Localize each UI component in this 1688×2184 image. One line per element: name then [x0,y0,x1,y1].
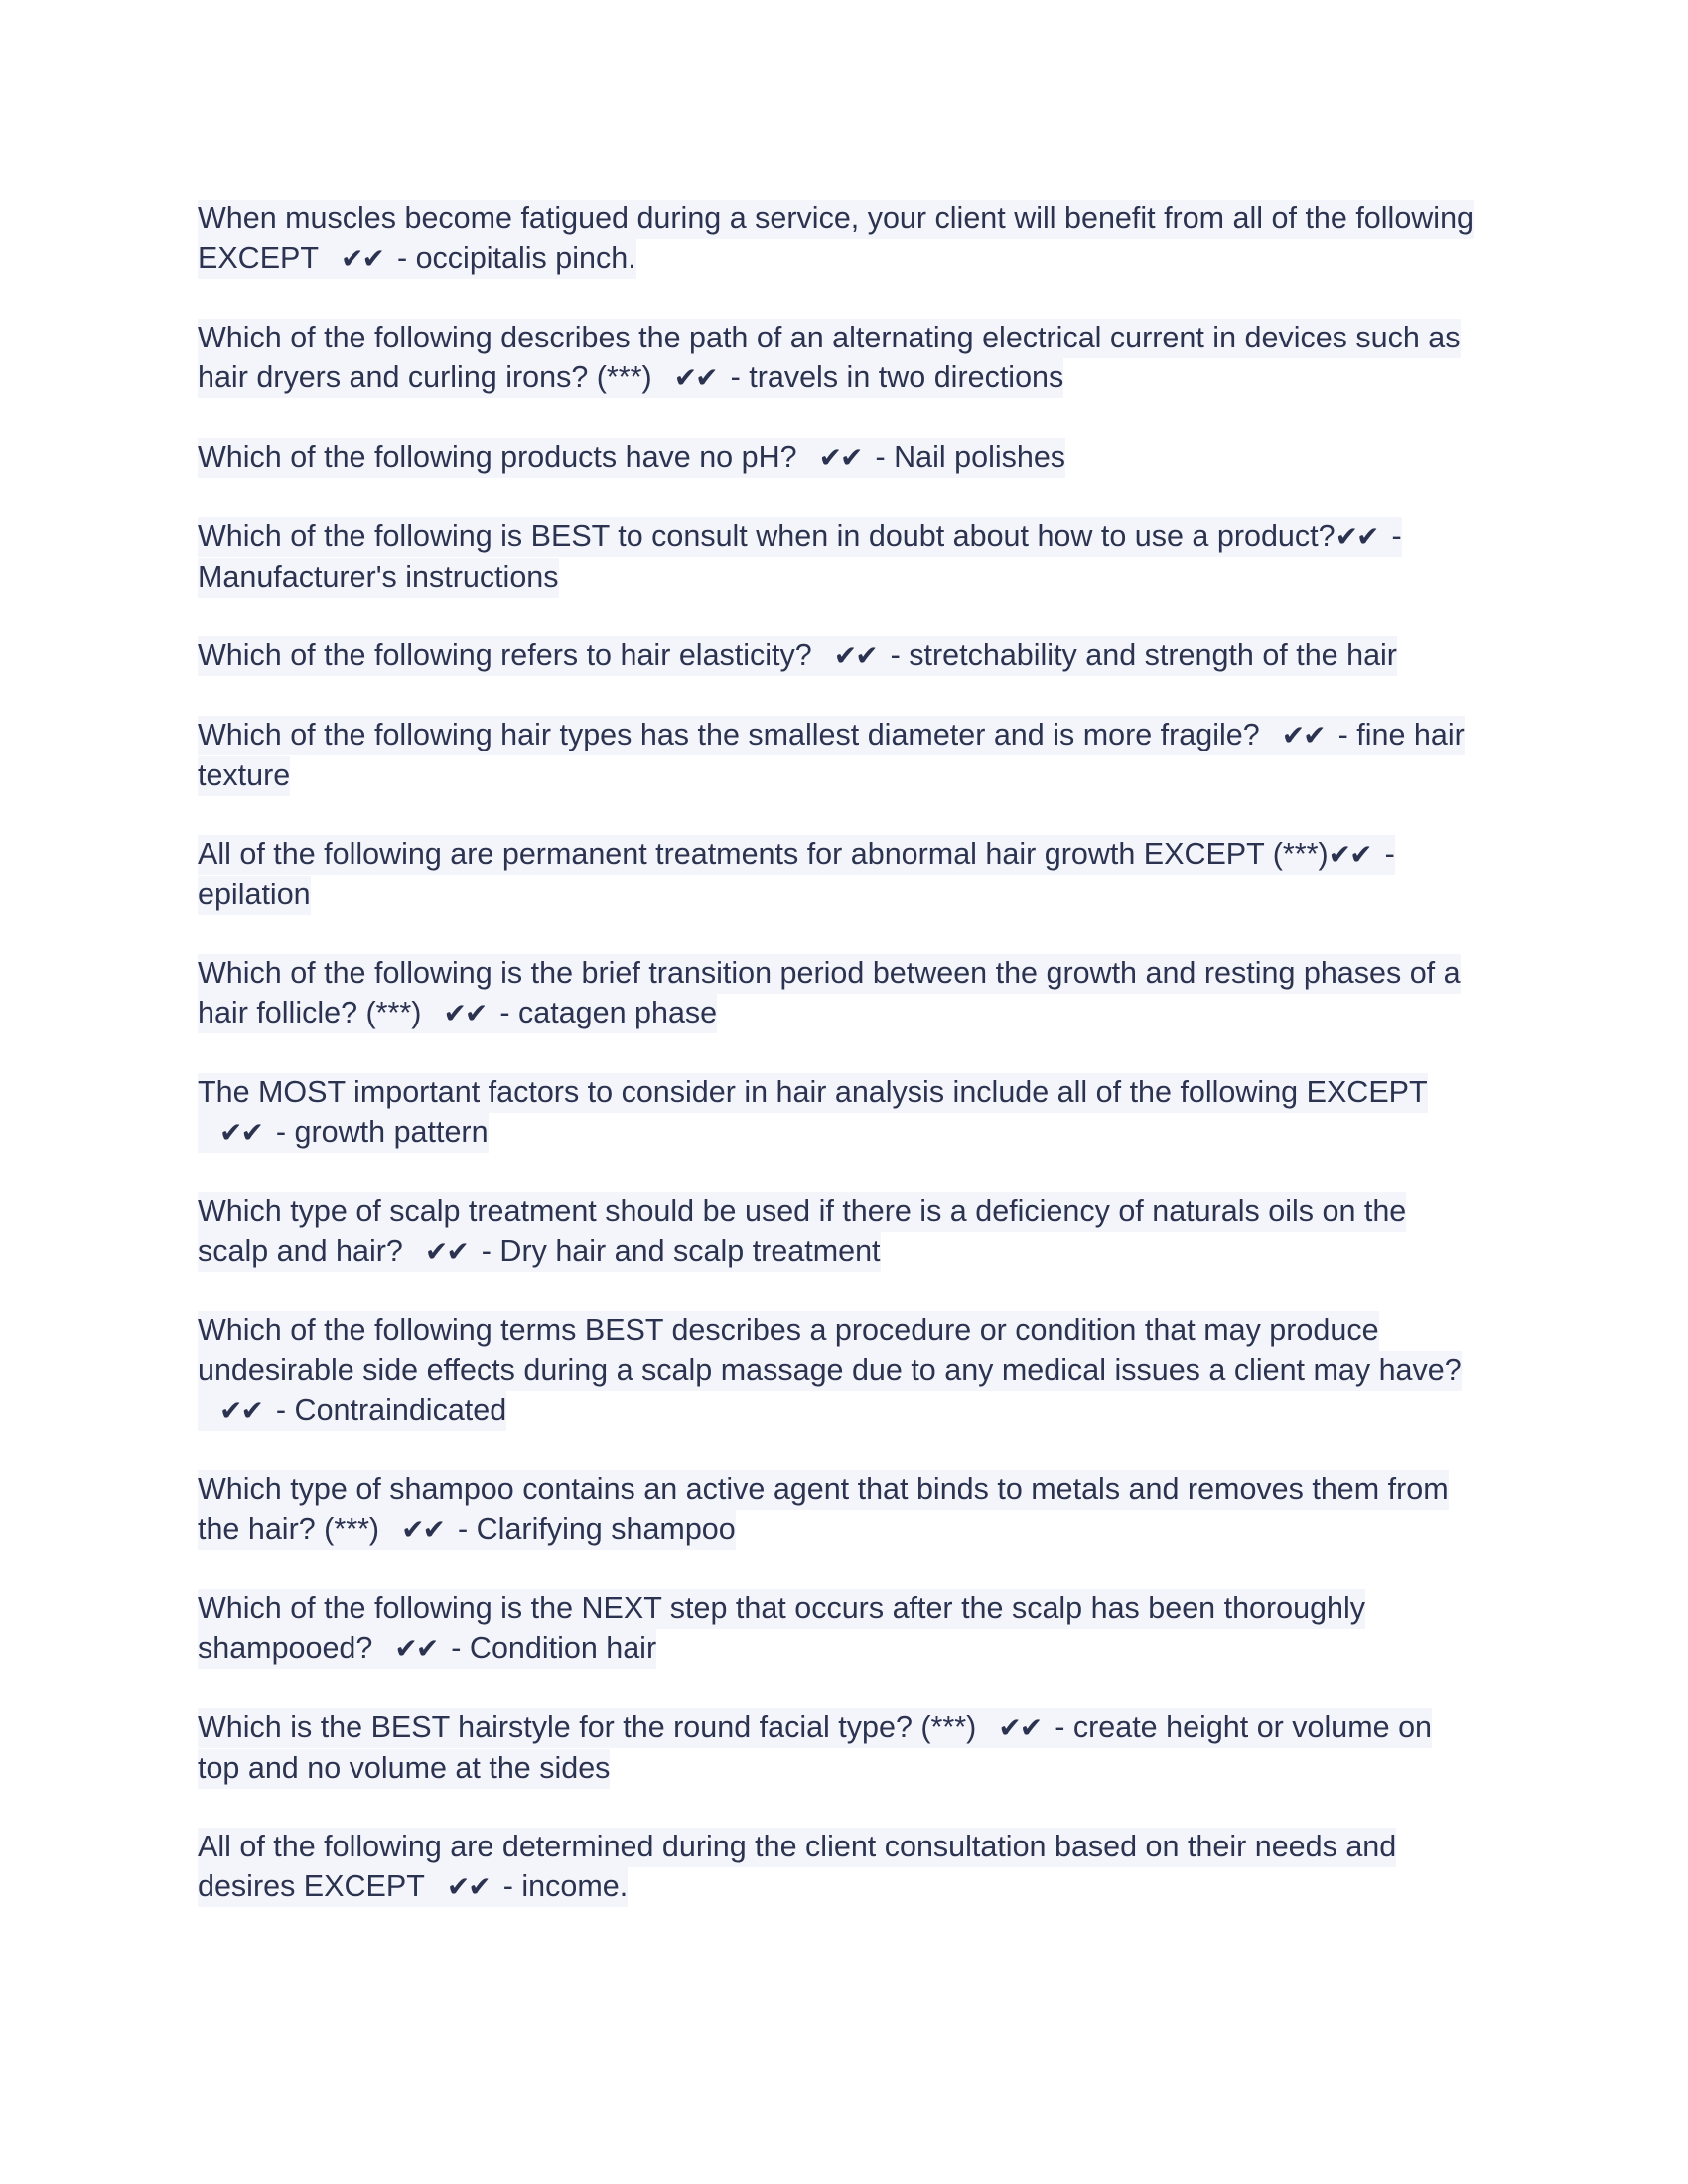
answer-text: - epilation [198,837,1395,911]
document-page [198,199,1478,1946]
question-text: Which type of scalp treatment should be used if there is a deficiency of naturals oils on the scalp and hair? [198,1194,1407,1268]
question-text: Which of the following is the NEXT step that occurs after the scalp has been thoroughly shampooed? [198,1591,1366,1665]
question-text: Which of the following is BEST to consult when in doubt about how to use a product? [198,519,1336,553]
question-text: Which of the following products have no pH? [198,440,797,474]
answer-text: - create height or volume on top and no volume at the sides [198,1710,1433,1785]
answer-text: - income. [502,1869,629,1903]
question-text: Which is the BEST hairstyle for the round facial type? (***) [198,1710,977,1744]
answer-text: - Manufacturer's instructions [198,519,1402,594]
answer-text: - travels in two directions [730,360,1064,394]
answer-text: - catagen phase [499,996,718,1029]
double-check-icon: ✔✔ [833,639,877,672]
double-check-icon: ✔✔ [219,1116,262,1149]
question-text: All of the following are permanent treatments for abnormal hair growth EXCEPT (***) [198,837,1329,871]
question-text: The MOST important factors to consider in hair analysis include all of the following EXCEPT [198,1075,1428,1109]
double-check-icon: ✔✔ [424,1235,468,1268]
qa-item [198,318,1478,398]
qa-item [198,1072,1478,1153]
double-check-icon: ✔✔ [341,242,383,275]
double-check-icon: ✔✔ [401,1513,445,1546]
double-check-icon: ✔✔ [1335,520,1378,553]
double-check-icon: ✔✔ [1328,838,1371,871]
double-check-icon: ✔✔ [443,997,487,1029]
question-text: Which of the following refers to hair elasticity? [198,638,812,672]
answer-text: - Condition hair [451,1631,657,1665]
double-check-icon: ✔✔ [818,441,862,474]
answer-text: - occipitalis pinch. [396,241,636,275]
qa-item [198,516,1478,597]
qa-item [198,953,1478,1033]
answer-text: - Contraindicated [275,1393,507,1427]
question-text: Which of the following hair types has the smallest diameter and is more fragile? [198,718,1260,751]
qa-item [198,1588,1478,1669]
qa-item [198,199,1478,279]
qa-item [198,1827,1478,1907]
question-text: Which of the following describes the path of an alternating electrical current in devices such as hair dryers and curling irons? (***) [198,321,1461,394]
answer-text: - stretchability and strength of the hair [890,638,1397,672]
qa-item [198,437,1478,478]
double-check-icon: ✔✔ [998,1711,1042,1744]
answer-text: - fine hair texture [198,718,1465,792]
qa-item [198,834,1478,914]
answer-text: - Nail polishes [875,440,1066,474]
qa-item [198,1469,1478,1550]
double-check-icon: ✔✔ [394,1632,438,1665]
qa-item [198,635,1478,676]
question-text: Which of the following terms BEST describes a procedure or condition that may produce undesirable side effects during a scalp massage due to any medical issues a client may have? [198,1313,1462,1387]
double-check-icon: ✔✔ [673,361,717,394]
double-check-icon: ✔✔ [1281,719,1325,751]
question-text: Which type of shampoo contains an active agent that binds to metals and removes them from the hair? (***) [198,1472,1449,1546]
answer-text: - growth pattern [275,1115,489,1149]
double-check-icon: ✔✔ [219,1394,262,1427]
qa-item [198,1707,1478,1788]
question-text: When muscles become fatigued during a service, your client will benefit from all of the following EXCEPT [198,202,1475,275]
qa-item [198,715,1478,795]
qa-item [198,1310,1478,1431]
double-check-icon: ✔✔ [446,1870,490,1903]
qa-item [198,1191,1478,1272]
answer-text: - Dry hair and scalp treatment [481,1234,881,1268]
question-text: All of the following are determined during the client consultation based on their needs and desires EXCEPT [198,1830,1397,1903]
question-text: Which of the following is the brief transition period between the growth and resting phases of a hair follicle? (***) [198,956,1461,1029]
answer-text: - Clarifying shampoo [458,1512,736,1546]
